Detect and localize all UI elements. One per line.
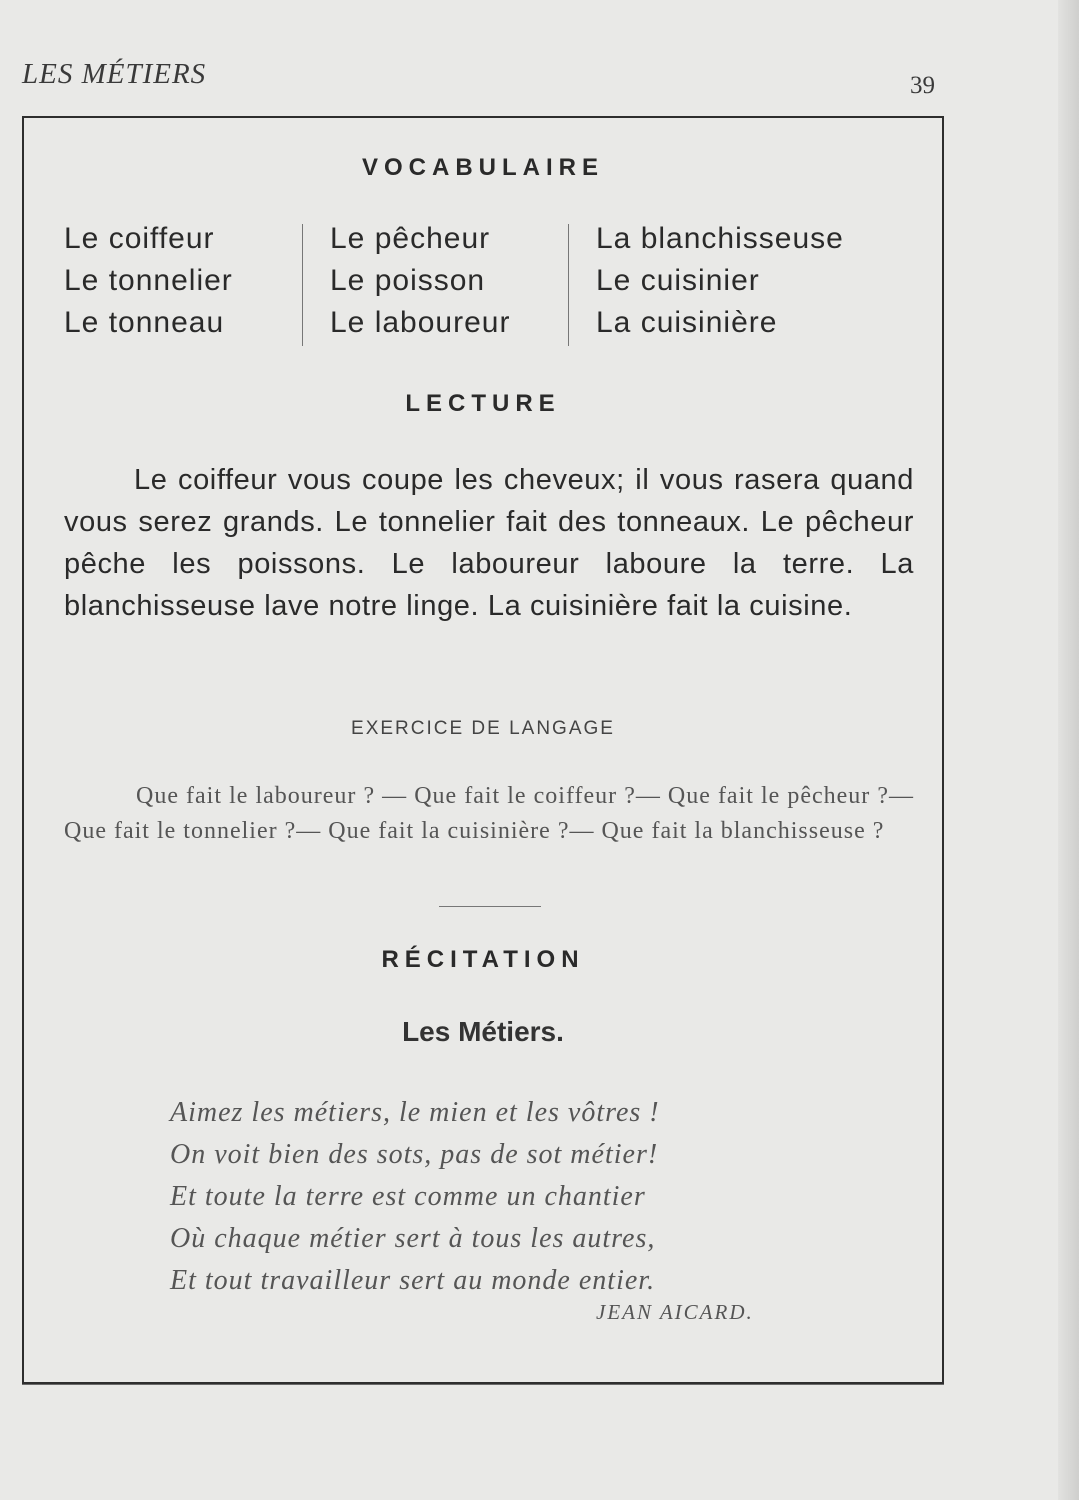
- poem-line: On voit bien des sots, pas de sot métier!: [170, 1139, 659, 1170]
- section-divider: [439, 906, 541, 907]
- vocab-word: Le poisson: [330, 264, 486, 297]
- poem-author: JEAN AICARD.: [596, 1300, 754, 1324]
- exercice-text: Que fait le laboureur ? — Que fait le coiffeur ?— Que fait le pêcheur ?— Que fait le tonnelier ?— Que fait la cuisinière ?— Que fait la blanchisseuse ?: [64, 783, 914, 844]
- poem-title: Les Métiers.: [402, 1016, 564, 1047]
- poem-line: Aimez les métiers, le mien et les vôtres !: [170, 1097, 660, 1128]
- vocab-word: Le laboureur: [330, 306, 511, 339]
- vocab-column-2: [330, 218, 510, 344]
- vocab-word: Le coiffeur: [64, 222, 215, 255]
- vocabulaire-title: VOCABULAIRE: [361, 154, 604, 181]
- poem-line: Et toute la terre est comme un chantier: [170, 1181, 646, 1212]
- lecture-title: LECTURE: [405, 390, 561, 417]
- content-frame: [22, 116, 944, 1384]
- vocab-separator: [302, 224, 303, 346]
- running-title: LES MÉTIERS: [22, 58, 207, 90]
- recitation-title: RÉCITATION: [381, 946, 585, 973]
- vocab-separator: [568, 224, 569, 346]
- vocab-word: Le cuisinier: [596, 264, 760, 297]
- vocab-word: Le tonnelier: [64, 264, 233, 297]
- vocab-column-1: [64, 218, 233, 344]
- exercice-title: EXERCICE DE LANGAGE: [351, 718, 615, 739]
- vocab-column-3: [596, 218, 844, 344]
- poem-line: Où chaque métier sert à tous les autres,: [170, 1223, 656, 1254]
- frame-bottom-rule: [22, 1384, 944, 1385]
- vocab-word: Le pêcheur: [330, 222, 491, 255]
- page-edge: [1058, 0, 1079, 1500]
- vocab-word: La blanchisseuse: [596, 222, 844, 255]
- poem-line: Et tout travailleur sert au monde entier.: [170, 1265, 656, 1296]
- vocab-word: La cuisinière: [596, 306, 778, 339]
- vocab-word: Le tonneau: [64, 306, 225, 339]
- poem: [170, 1092, 870, 1302]
- page-number: 39: [910, 72, 935, 99]
- lecture-text: Le coiffeur vous coupe les cheveux; il vous rasera quand vous serez grands. Le tonnelier fait des tonneaux. Le pêcheur pêche les poissons. Le laboureur laboure la terre. La blanchisseuse lave notre linge. La cuisinière fait la cuisine.: [64, 464, 914, 622]
